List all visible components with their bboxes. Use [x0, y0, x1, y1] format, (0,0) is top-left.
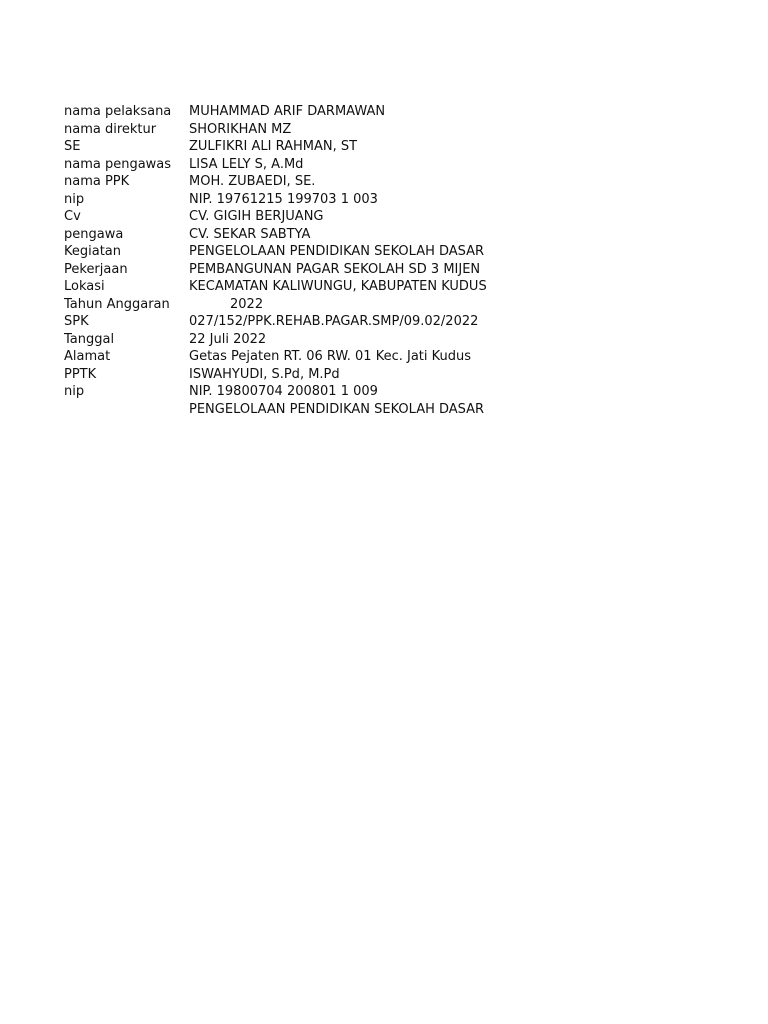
table-row [64, 226, 487, 244]
row-value: 22 Juli 2022 [189, 331, 267, 347]
table-row [64, 191, 487, 209]
table-row [64, 138, 487, 156]
row-label: Alamat [64, 349, 111, 364]
row-label: SE [64, 139, 81, 154]
table-row [64, 313, 487, 331]
row-value: PEMBANGUNAN PAGAR SEKOLAH SD 3 MIJEN [189, 261, 481, 277]
row-label: Kegiatan [64, 244, 122, 259]
row-label: PPTK [64, 366, 97, 382]
table-row [64, 401, 487, 419]
row-label: nama pengawas [64, 156, 172, 172]
row-value: SHORIKHAN MZ [189, 121, 292, 137]
row-label [64, 401, 189, 419]
row-label: Pekerjaan [64, 261, 128, 277]
row-value: CV. SEKAR SABTYA [189, 226, 311, 242]
row-label: nip [64, 191, 85, 207]
row-value: MOH. ZUBAEDI, SE. [189, 174, 316, 189]
table-row [64, 261, 487, 279]
row-value: ISWAHYUDI, S.Pd, M.Pd [189, 366, 340, 382]
table-row [64, 103, 487, 121]
row-label: Tahun Anggaran [64, 296, 170, 312]
row-value: LISA LELY S, A.Md [189, 156, 304, 172]
row-label: Lokasi [64, 279, 105, 294]
row-value: ZULFIKRI ALI RAHMAN, ST [189, 139, 358, 154]
row-value: CV. GIGIH BERJUANG [189, 209, 324, 224]
row-value: 027/152/PPK.REHAB.PAGAR.SMP/09.02/2022 [189, 314, 479, 329]
row-value: NIP. 19800704 200801 1 009 [189, 384, 378, 399]
data-table [64, 103, 487, 418]
row-label: nama pelaksana [64, 104, 172, 119]
table-row [64, 208, 487, 226]
row-label: Cv [64, 209, 81, 224]
row-label: nip [64, 384, 85, 399]
row-value: NIP. 19761215 199703 1 003 [189, 191, 378, 207]
table-row [64, 348, 487, 366]
row-label: SPK [64, 314, 89, 329]
row-value: KECAMATAN KALIWUNGU, KABUPATEN KUDUS [189, 279, 487, 294]
row-value: PENGELOLAAN PENDIDIKAN SEKOLAH DASAR [189, 244, 485, 259]
table-row [64, 121, 487, 139]
row-label: nama direktur [64, 121, 157, 137]
table-row [64, 156, 487, 174]
table-row [64, 366, 487, 384]
table-row [64, 243, 487, 261]
row-value: Getas Pejaten RT. 06 RW. 01 Kec. Jati Kudus [189, 349, 472, 364]
table-row [64, 296, 487, 314]
table-row [64, 173, 487, 191]
row-label: Tanggal [64, 331, 115, 347]
row-value: MUHAMMAD ARIF DARMAWAN [189, 104, 386, 119]
row-value: 2022 [230, 296, 264, 312]
table-row [64, 383, 487, 401]
row-value: PENGELOLAAN PENDIDIKAN SEKOLAH DASAR [189, 401, 485, 417]
table-row [64, 278, 487, 296]
row-label: nama PPK [64, 174, 130, 189]
row-label: pengawa [64, 226, 124, 242]
table-row [64, 331, 487, 349]
